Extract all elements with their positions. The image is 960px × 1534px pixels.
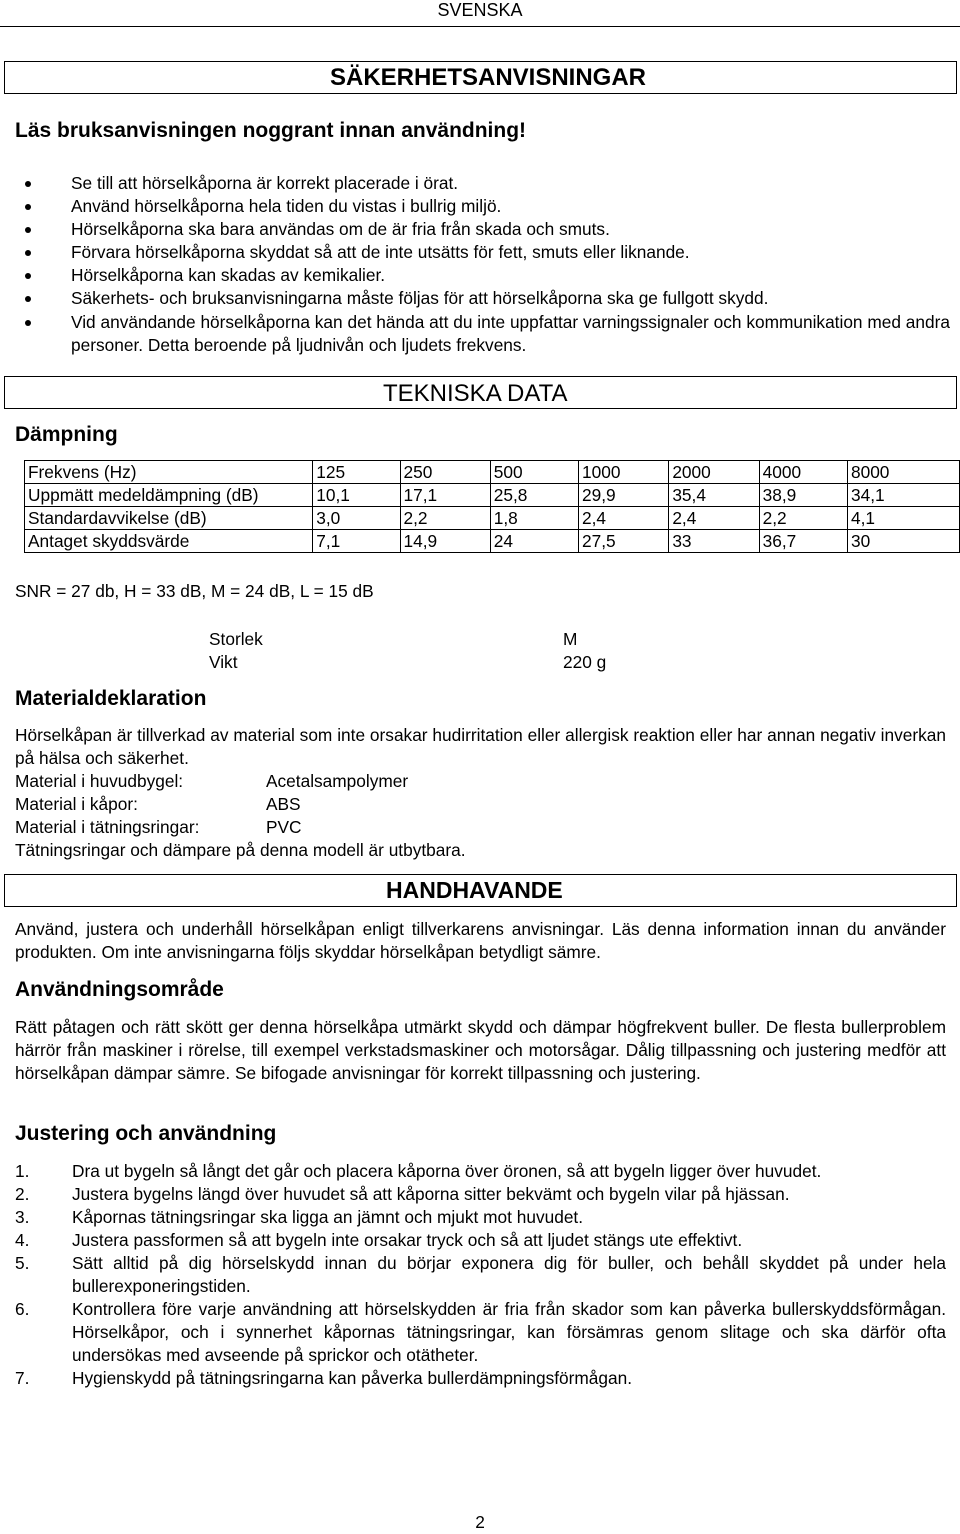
material-label: Material i tätningsringar:: [15, 817, 200, 837]
step-text: Dra ut bygeln så långt det går och placera kåporna över öronen, så att bygeln ligger över huvudet.: [72, 1161, 822, 1181]
list-item-text: Vid användande hörselkåporna kan det hända att du inte uppfattar varningssignaler och kommunikation med andra personer. Detta beroende på ljudnivån och ljudets frekvens.: [71, 311, 950, 355]
header-rule: [0, 26, 960, 27]
usage-text: Rätt påtagen och rätt skött ger denna hörselkåpa utmärkt skydd och dämpar högfrekvent buller. De flesta bullerproblem härrör från maskiner i rörelse, till exempel verkstadsmaskiner och motorsågar. Dålig tillpassning och justering medför att hörselkåpan dämpar sämre. Se bifogade anvisningar för korrekt tillpassning och justering.: [15, 1017, 946, 1083]
table-cell: 8000: [847, 461, 959, 484]
step-number: 7.: [15, 1368, 30, 1388]
table-cell: 14,9: [400, 530, 490, 553]
list-item-text: Hörselkåporna kan skadas av kemikalier.: [71, 265, 386, 286]
table-cell: 2,4: [669, 507, 759, 530]
table-cell: Uppmätt medeldämpning (dB): [25, 484, 313, 507]
material-row: [15, 816, 302, 839]
table-cell: 2,4: [579, 507, 669, 530]
table-row: [25, 507, 960, 530]
list-item-text: Säkerhets- och bruksanvisningarna måste följas för att hörselkåporna ska ge fullgott skydd.: [71, 288, 769, 309]
weight-label: Vikt: [209, 652, 238, 672]
list-item: [25, 311, 950, 357]
steps-list: [15, 1160, 946, 1390]
table-cell: 2,2: [400, 507, 490, 530]
material-value: Acetalsampolymer: [266, 771, 409, 791]
weight-value: 220 g: [563, 652, 607, 672]
snr-line: SNR = 27 db, H = 33 dB, M = 24 dB, L = 15 dB: [15, 581, 374, 601]
list-item: [25, 172, 950, 195]
table-cell: 125: [313, 461, 400, 484]
size-label: Storlek: [209, 629, 263, 649]
table-row: [25, 530, 960, 553]
table-cell: 7,1: [313, 530, 400, 553]
step-text: Sätt alltid på dig hörselskydd innan du börjar exponera dig för buller, och behåll skyddet på under hela bullerexponeringstiden.: [72, 1253, 946, 1296]
material-heading: Materialdeklaration: [15, 687, 207, 710]
table-cell: 250: [400, 461, 490, 484]
table-cell: 4,1: [847, 507, 959, 530]
table-row: [25, 461, 960, 484]
step-text: Justera bygelns längd över huvudet så att kåporna sitter bekvämt och bygeln vilar på hjässan.: [72, 1184, 790, 1204]
table-cell: 30: [847, 530, 959, 553]
bullet-icon: [25, 181, 31, 187]
page-number: 2: [475, 1512, 485, 1532]
table-cell: 2000: [669, 461, 759, 484]
usage-heading: Användningsområde: [15, 978, 224, 1001]
safety-title: SÄKERHETSANVISNINGAR: [329, 64, 647, 91]
table-row: [25, 484, 960, 507]
material-row: [15, 770, 408, 793]
table-cell: 10,1: [313, 484, 400, 507]
table-cell: 36,7: [759, 530, 847, 553]
table-cell: 2,2: [759, 507, 847, 530]
material-row: [15, 793, 301, 816]
table-cell: 1,8: [490, 507, 578, 530]
list-item: [15, 1229, 946, 1252]
step-number: 6.: [15, 1299, 30, 1319]
table-cell: 3,0: [313, 507, 400, 530]
list-item-text: Använd hörselkåporna hela tiden du vistas i bullrig miljö.: [71, 196, 502, 217]
list-item-text: Hörselkåporna ska bara användas om de är fria från skada och smuts.: [71, 219, 610, 240]
bullet-icon: [25, 320, 31, 326]
step-text: Hygienskydd på tätningsringarna kan påverka bullerdämpningsförmågan.: [72, 1368, 633, 1388]
table-cell: 38,9: [759, 484, 847, 507]
step-number: 3.: [15, 1207, 30, 1227]
handling-intro: Använd, justera och underhåll hörselkåpan enligt tillverkarens anvisningar. Läs denna information innan du använder produkten. Om inte anvisningarna följs skyddar hörselkåpan betydligt sämre.: [15, 919, 946, 962]
size-value: M: [563, 629, 578, 649]
adjust-heading: Justering och användning: [15, 1122, 277, 1145]
list-item: [25, 218, 950, 241]
list-item: [15, 1252, 946, 1298]
step-number: 1.: [15, 1161, 30, 1181]
safety-intro: Läs bruksanvisningen noggrant innan användning!: [15, 119, 527, 142]
table-cell: 33: [669, 530, 759, 553]
tech-title: TEKNISKA DATA: [383, 380, 568, 407]
table-cell: 35,4: [669, 484, 759, 507]
material-value: PVC: [266, 817, 302, 837]
table-cell: Frekvens (Hz): [25, 461, 313, 484]
material-value: ABS: [266, 794, 301, 814]
step-text: Kontrollera före varje användning att hörselskydden är fria från skador som kan påverka bullerskyddsförmågan. Hörselkåpor, och i synnerhet kåpornas tätningsringar, kan försämras genom slitage och ska därför ofta undersökas med avseende på sprickor och otätheter.: [72, 1299, 946, 1365]
table-cell: Standardavvikelse (dB): [25, 507, 313, 530]
list-item: [15, 1160, 946, 1183]
list-item-text: Förvara hörselkåporna skyddat så att de inte utsätts för fett, smuts eller liknande.: [71, 242, 690, 263]
table-cell: 29,9: [579, 484, 669, 507]
bullet-icon: [25, 273, 31, 279]
list-item-text: Se till att hörselkåporna är korrekt placerade i örat.: [71, 173, 459, 193]
bullet-icon: [25, 296, 31, 302]
list-item: [15, 1367, 946, 1390]
step-number: 5.: [15, 1253, 30, 1273]
table-cell: 27,5: [579, 530, 669, 553]
table-cell: Antaget skyddsvärde: [25, 530, 313, 553]
table-cell: 17,1: [400, 484, 490, 507]
table-cell: 1000: [579, 461, 669, 484]
step-number: 4.: [15, 1230, 30, 1250]
material-label: Material i huvudbygel:: [15, 771, 184, 791]
table-cell: 34,1: [847, 484, 959, 507]
header-language: SVENSKA: [437, 0, 523, 20]
material-label: Material i kåpor:: [15, 794, 138, 814]
handling-title: HANDHAVANDE: [386, 877, 563, 903]
safety-list: [25, 172, 950, 357]
step-text: Justera passformen så att bygeln inte orsakar tryck och så att ljudet stängs ute effektivt.: [72, 1230, 743, 1250]
list-item: [15, 1298, 946, 1367]
list-item: [25, 264, 950, 287]
bullet-icon: [25, 250, 31, 256]
material-text: Hörselkåpan är tillverkad av material som inte orsakar hudirritation eller allergisk reaktion eller har annan negativ inverkan på hälsa och säkerhet.: [15, 725, 946, 768]
list-item: [25, 287, 950, 310]
table-cell: 25,8: [490, 484, 578, 507]
list-item: [25, 195, 950, 218]
bullet-icon: [25, 227, 31, 233]
bullet-icon: [25, 204, 31, 210]
step-text: Kåpornas tätningsringar ska ligga an jämnt och mjukt mot huvudet.: [72, 1207, 584, 1227]
material-note: Tätningsringar och dämpare på denna modell är utbytbara.: [15, 840, 466, 860]
table-cell: 4000: [759, 461, 847, 484]
list-item: [15, 1183, 946, 1206]
table-cell: 500: [490, 461, 578, 484]
damping-heading: Dämpning: [15, 423, 118, 446]
table-cell: 24: [490, 530, 578, 553]
list-item: [25, 241, 950, 264]
step-number: 2.: [15, 1184, 30, 1204]
damping-table: [24, 460, 960, 553]
list-item: [15, 1206, 946, 1229]
